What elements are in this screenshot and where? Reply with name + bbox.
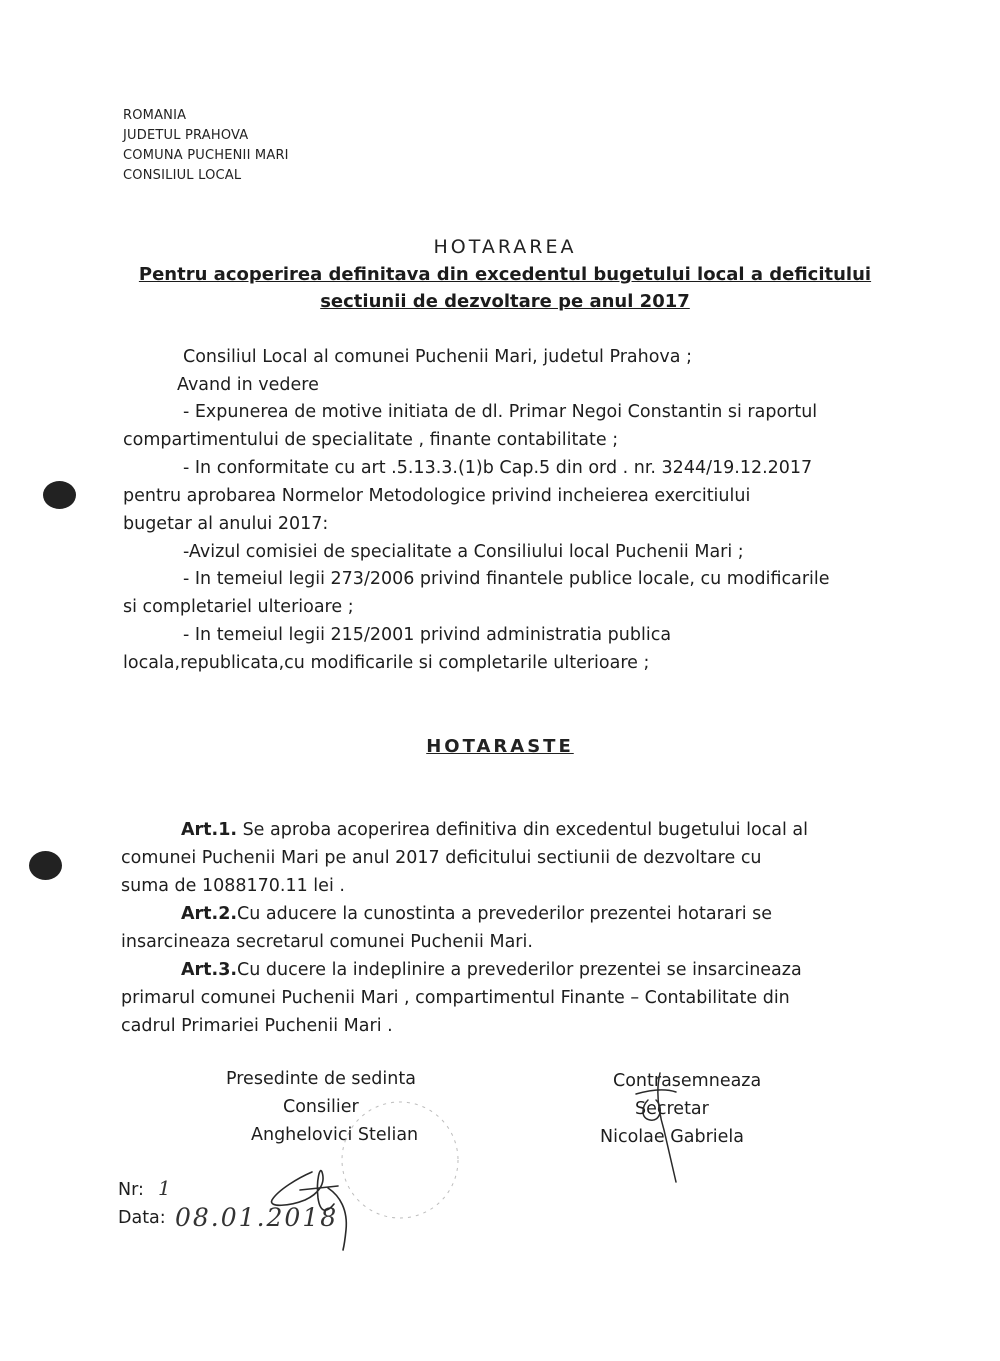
article-2-text: Cu aducere la cunostinta a prevederilor prezentei hotarari se <box>237 904 773 924</box>
faint-stamp-mark <box>342 1102 458 1218</box>
article-2-line: insarcineaza secretarul comunei Puchenii Mari. <box>121 932 533 952</box>
preamble-line: locala,republicata,cu modificarile si completarile ulterioare ; <box>123 653 650 673</box>
document-title: HOTARAREA <box>433 236 577 258</box>
article-3-line: primarul comunei Puchenii Mari , compartimentul Finante – Contabilitate din <box>121 988 790 1008</box>
preamble-line: Avand in vedere <box>177 375 319 395</box>
article-1-label: Art.1. <box>181 820 238 840</box>
document-subtitle-line2: sectiunii de dezvoltare pe anul 2017 <box>320 291 690 312</box>
right-signature <box>636 1073 676 1182</box>
number-value: 1 <box>158 1176 171 1200</box>
left-signatory-title: Consilier <box>283 1097 359 1117</box>
left-signatory-name: Anghelovici Stelian <box>251 1125 419 1145</box>
preamble-line: pentru aprobarea Normelor Metodologice privind incheierea exercitiului <box>123 486 751 506</box>
article-3-line: cadrul Primariei Puchenii Mari . <box>121 1016 393 1036</box>
preamble-line: -Avizul comisiei de specialitate a Consiliului local Puchenii Mari ; <box>183 542 744 562</box>
header-county: JUDETUL PRAHOVA <box>123 128 249 143</box>
header-country: ROMANIA <box>123 108 187 123</box>
number-label: Nr: <box>118 1180 144 1200</box>
article-3-text: Cu ducere la indeplinire a prevederilor prezentei se insarcineaza <box>237 960 802 980</box>
header-council: CONSILIUL LOCAL <box>123 168 242 183</box>
right-signatory-name: Nicolae Gabriela <box>600 1127 744 1147</box>
right-signatory-title: Secretar <box>635 1099 709 1119</box>
article-1-line: comunei Puchenii Mari pe anul 2017 deficitului sectiunii de dezvoltare cu <box>121 848 762 868</box>
date-value: 08.01.2018 <box>175 1203 339 1232</box>
preamble-line: compartimentului de specialitate , finante contabilitate ; <box>123 430 619 450</box>
preamble-line: - In temeiul legii 273/2006 privind finantele publice locale, cu modificarile <box>183 569 830 589</box>
preamble-line: si completariel ulterioare ; <box>123 597 354 617</box>
article-1-text: Se aproba acoperirea definitiva din excedentul bugetului local al <box>237 820 809 840</box>
article-3-label: Art.3. <box>181 960 238 980</box>
preamble-line: bugetar al anului 2017: <box>123 514 329 534</box>
article-1-line: suma de 1088170.11 lei . <box>121 876 345 896</box>
article-2-label: Art.2. <box>181 904 238 924</box>
left-signature <box>272 1171 347 1250</box>
preamble-line: - In temeiul legii 215/2001 privind administratia publica <box>183 625 672 645</box>
date-label: Data: <box>118 1208 166 1228</box>
right-signatory-role: Contrasemneaza <box>613 1071 762 1091</box>
document-subtitle-line1: Pentru acoperirea definitava din excedentul bugetului local a deficitului <box>138 264 872 285</box>
header-commune: COMUNA PUCHENII MARI <box>123 148 289 163</box>
preamble-line: - Expunerea de motive initiata de dl. Primar Negoi Constantin si raportul <box>183 402 818 422</box>
left-signatory-role: Presedinte de sedinta <box>226 1069 416 1089</box>
preamble-line: Consiliul Local al comunei Puchenii Mari, judetul Prahova ; <box>183 347 692 367</box>
decision-heading: HOTARASTE <box>426 736 574 757</box>
preamble-line: - In conformitate cu art .5.13.3.(1)b Cap.5 din ord . nr. 3244/19.12.2017 <box>183 458 813 478</box>
